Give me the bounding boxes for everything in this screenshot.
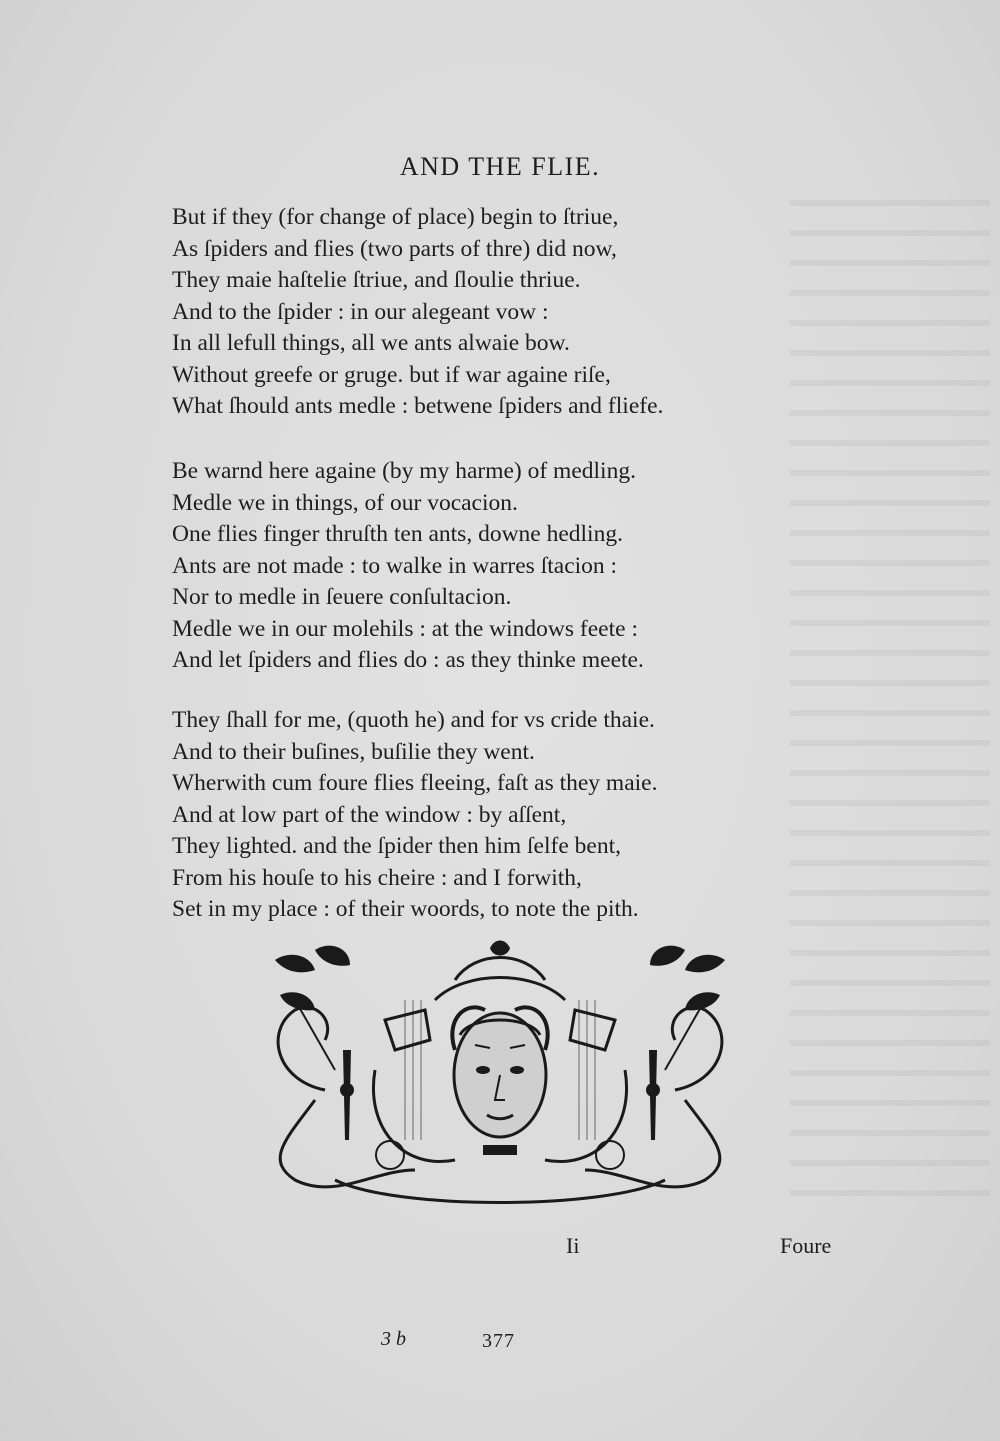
catchword: Foure [780,1233,832,1258]
verse-line: And to their buſines, buſilie they went. [172,738,535,765]
stanza [172,456,812,677]
verse-line: Wherwith cum foure flies fleeing, faſt as they maie. [172,770,658,796]
footer-signature: 3 b [381,1328,406,1350]
stanza [172,202,812,423]
verse-line: Medle we in our molehils : at the windows feete : [172,615,638,642]
verse-line: They maie haſtelie ſtriue, and ſloulie thriue. [172,267,581,293]
mask-face-icon [452,1007,547,1137]
verse-line: And let ſpiders and flies do : as they thinke meete. [172,647,644,673]
signature-mark: Ii [566,1233,580,1258]
verse-line: Set in my place : of their woords, to note the pith. [172,896,639,922]
verse-line: Nor to medle in ſeuere conſultacion. [172,584,512,610]
verse-line: They ſhall for me, (quoth he) and for vs cride thaie. [172,707,655,733]
verse-line: Be warnd here againe (by my harme) of medling. [172,458,636,484]
page-heading: AND THE FLIE. [399,152,601,181]
verse-line: Ants are not made : to walke in warres ſtacion : [172,552,618,579]
woodcut-ornament [255,940,745,1225]
verse-line: But if they (for change of place) begin to ſtriue, [172,204,619,230]
verse-line: They lighted. and the ſpider then him ſelfe bent, [172,833,621,859]
verse-line: As ſpiders and flies (two parts of thre) did now, [172,235,617,262]
verse-line: From his houſe to his cheire : and I forwith, [172,864,582,891]
verse-line: And at low part of the window : by aſſent, [172,801,567,828]
verse-line: Medle we in things, of our vocacion. [172,489,518,516]
verse-line: In all lefull things, all we ants alwaie bow. [172,330,570,356]
verse-line: What ſhould ants medle : betwene ſpiders and fliefe. [172,393,664,419]
show-through-texture [790,200,990,1200]
page-number: 377 [482,1330,515,1352]
verse-line: One flies finger thruſth ten ants, downe hedling. [172,521,623,547]
verse-line: And to the ſpider : in our alegeant vow : [172,298,549,325]
verse-line: Without greefe or gruge. but if war againe riſe, [172,361,611,388]
stanza [172,705,812,926]
